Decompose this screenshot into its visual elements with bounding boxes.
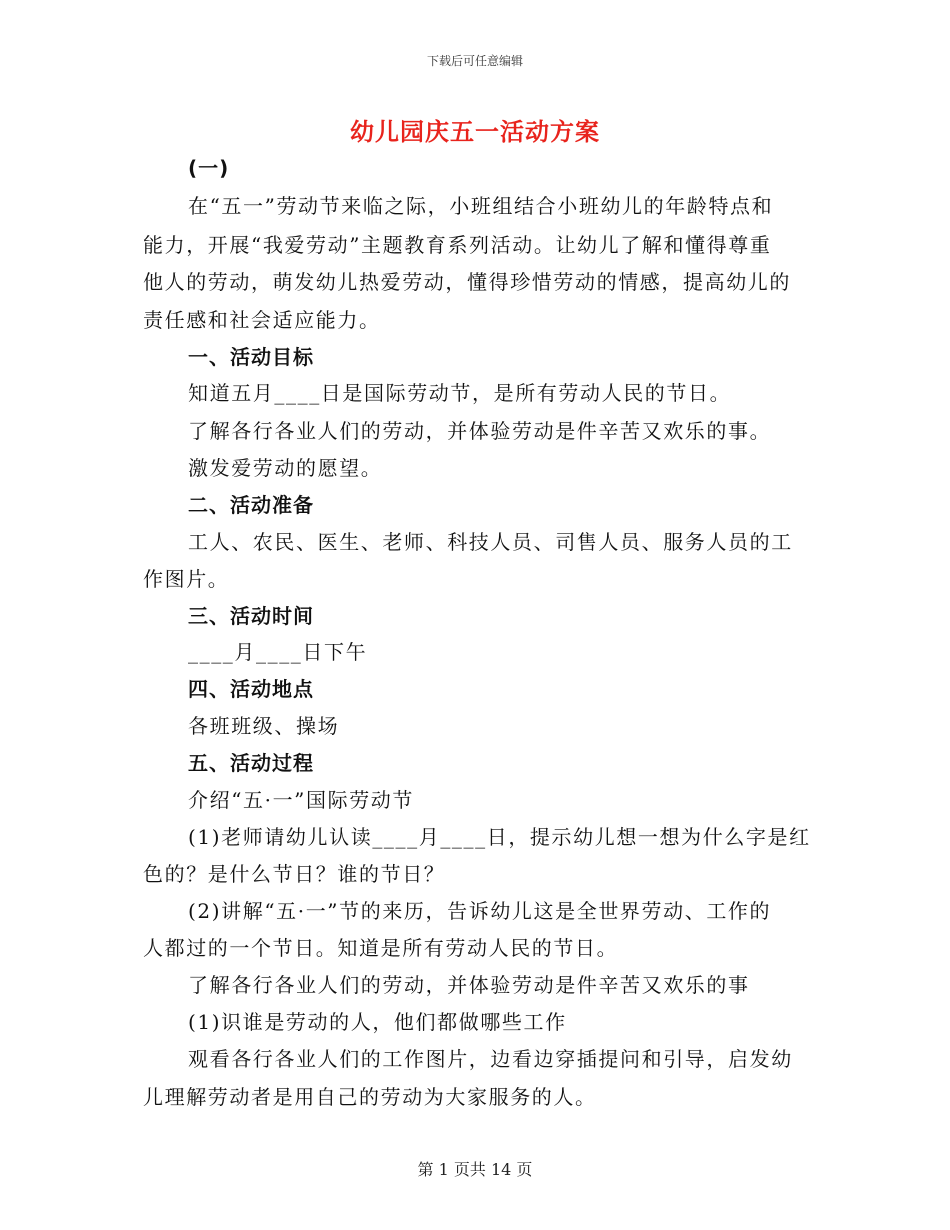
paragraph-line: (2)讲解“五·一”节的来历，告诉幼儿这是全世界劳动、工作的 xyxy=(188,899,772,923)
section-mark: (一) xyxy=(188,156,230,180)
paragraph-line: 色的？是什么节日？谁的节日？ xyxy=(143,862,446,886)
document-title: 幼儿园庆五一活动方案 xyxy=(350,118,600,146)
paragraph-line: 作图片。 xyxy=(143,567,230,591)
header-note: 下载后可任意编辑 xyxy=(426,54,523,68)
section-heading: 二、活动准备 xyxy=(188,493,314,517)
paragraph-line: 了解各行各业人们的劳动，并体验劳动是件辛苦又欢乐的事 xyxy=(188,973,750,997)
paragraph-line: 人都过的一个节日。知道是所有劳动人民的节日。 xyxy=(143,936,619,960)
page-footer: 第 1 页共 14 页 xyxy=(417,1160,533,1179)
section-heading: 四、活动地点 xyxy=(188,677,314,701)
paragraph-line: 了解各行各业人们的劳动，并体验劳动是件辛苦又欢乐的事。 xyxy=(188,419,772,443)
section-heading: 五、活动过程 xyxy=(188,751,314,775)
section-heading: 三、活动时间 xyxy=(188,604,314,628)
paragraph-line: 在“五一”劳动节来临之际，小班组结合小班幼儿的年龄特点和 xyxy=(188,194,774,218)
paragraph-line: 知道五月____日是国际劳动节，是所有劳动人民的节日。 xyxy=(188,381,732,405)
paragraph-line: 各班班级、操场 xyxy=(188,714,340,738)
section-heading: 一、活动目标 xyxy=(188,345,314,369)
paragraph-line: ____月____日下午 xyxy=(188,640,368,664)
paragraph-line: 激发爱劳动的愿望。 xyxy=(188,456,383,480)
paragraph-line: 工人、农民、医生、老师、科技人员、司售人员、服务人员的工 xyxy=(188,530,793,554)
paragraph-line: 观看各行各业人们的工作图片，边看边穿插提问和引导，启发幼 xyxy=(188,1047,793,1071)
paragraph-line: 责任感和社会适应能力。 xyxy=(143,308,381,332)
paragraph-line: 他人的劳动，萌发幼儿热爱劳动，懂得珍惜劳动的情感，提高幼儿的 xyxy=(143,270,791,294)
paragraph-line: 儿理解劳动者是用自己的劳动为大家服务的人。 xyxy=(143,1085,597,1109)
paragraph-line: 能力，开展“我爱劳动”主题教育系列活动。让幼儿了解和懂得尊重 xyxy=(143,233,772,257)
paragraph-line: (1)识谁是劳动的人，他们都做哪些工作 xyxy=(188,1010,567,1034)
paragraph-line: (1)老师请幼儿认读____月____日，提示幼儿想一想为什么字是红 xyxy=(188,825,811,849)
paragraph-line: 介绍“五·一”国际劳动节 xyxy=(188,788,415,812)
